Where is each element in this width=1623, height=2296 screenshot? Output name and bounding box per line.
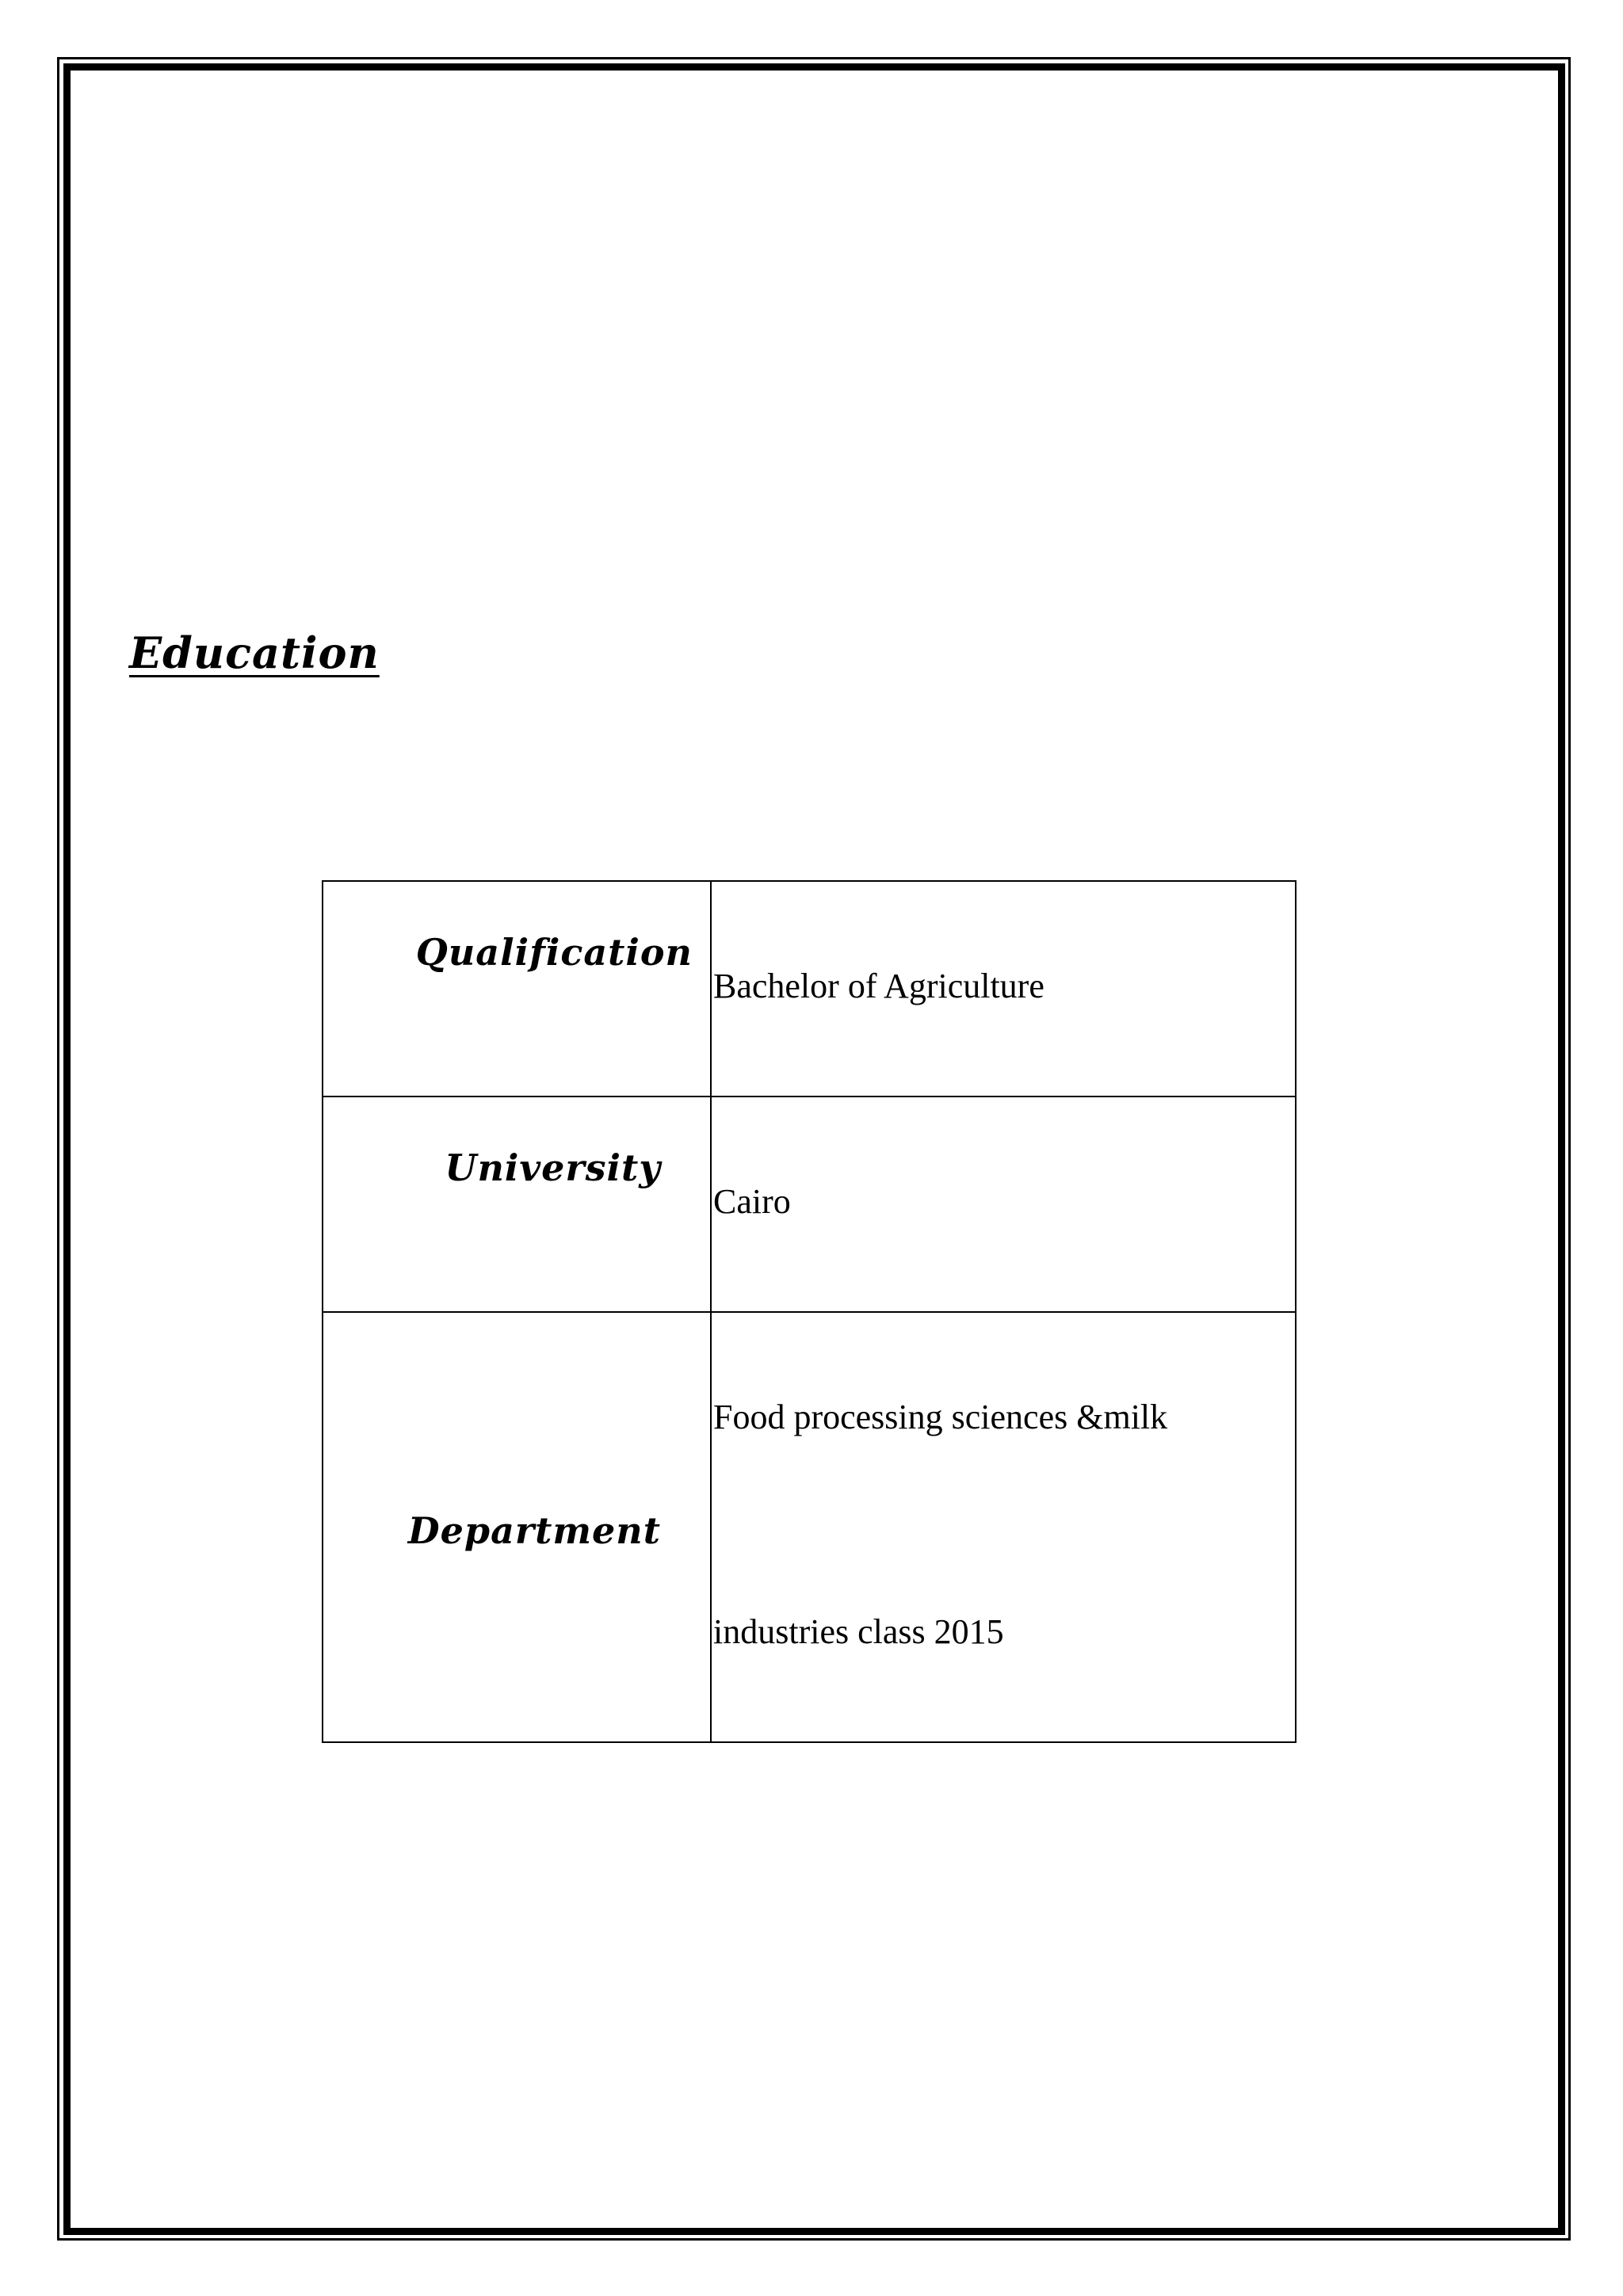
table-cell-value xyxy=(711,1312,1296,1742)
table-cell-value xyxy=(711,1097,1296,1312)
table-row xyxy=(323,1097,1296,1312)
table-row xyxy=(323,1312,1296,1742)
department-label: Department xyxy=(407,1509,661,1552)
section-heading: Education xyxy=(129,627,380,678)
university-label: University xyxy=(445,1146,661,1189)
department-value-line-1: Food processing sciences &milk xyxy=(713,1398,1168,1436)
table-cell-label xyxy=(323,1097,711,1312)
department-value-line-2: industries class 2015 xyxy=(713,1612,1004,1651)
table-cell-value xyxy=(711,881,1296,1097)
university-value: Cairo xyxy=(713,1182,791,1221)
table-cell-label xyxy=(323,881,711,1097)
qualification-label: Qualification xyxy=(415,931,693,974)
table-row xyxy=(323,881,1296,1097)
qualification-value: Bachelor of Agriculture xyxy=(713,967,1044,1005)
table-cell-label xyxy=(323,1312,711,1742)
education-table xyxy=(322,880,1296,1743)
